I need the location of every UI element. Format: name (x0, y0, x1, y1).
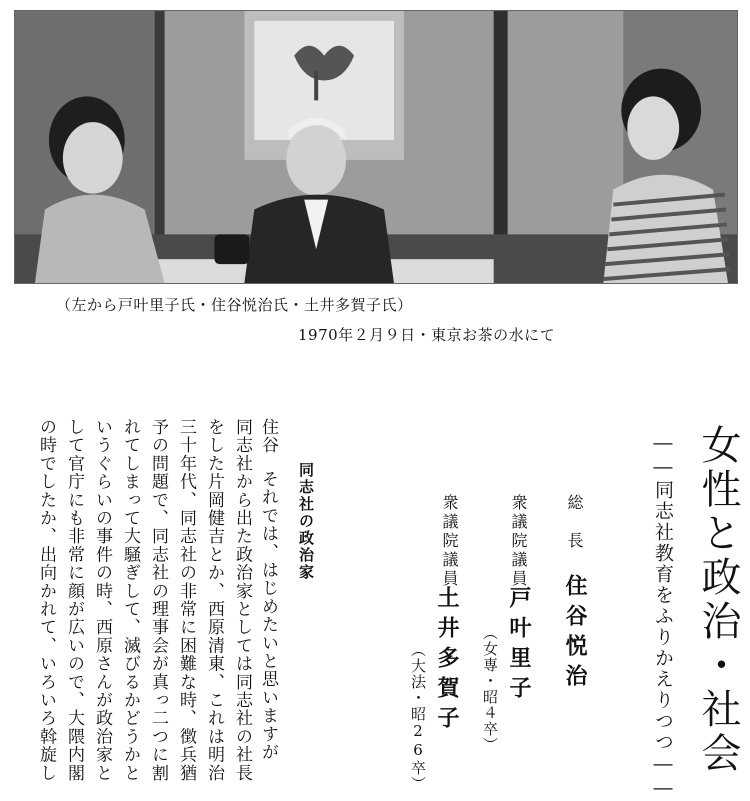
photo-caption-names: （左から戸叶里子氏・住谷悦治氏・土井多賀子氏） (56, 296, 413, 314)
participant-name: 戸叶里子 (506, 586, 532, 706)
participant-affiliation: （大法・昭26卒） (409, 642, 427, 792)
body-line: それでは、はじめたいと思いますが (258, 470, 278, 762)
photo (14, 10, 738, 284)
photo-illustration (15, 11, 737, 283)
body-line: 同志社から出た政治家としては同志社の社長 (232, 418, 252, 782)
section-heading: 同志社の政治家 (297, 462, 315, 581)
article-title: 女性と政治・社会 (695, 424, 741, 776)
participant-role: 総 長 (565, 494, 584, 551)
body-line: 三十年代、同志社の非常に困難な時、徴兵猶 (176, 418, 196, 782)
participant-affiliation: （女専・昭４卒） (481, 625, 499, 753)
speaker-label: 住谷 (258, 418, 278, 455)
participant-role: 衆議院議員 (440, 494, 459, 589)
participant-name: 土井多賀子 (434, 586, 460, 736)
article-subtitle: ――同志社教育をふりかえりつつ―― (652, 432, 674, 801)
body-line: をした片岡健吉とか、西原清東、これは明治 (204, 418, 224, 782)
body-line: いうぐらいの事件の時、西原さんが政治家と (92, 418, 112, 782)
body-line: の時でしたか、出向かれて、いろいろ斡旋し (36, 418, 56, 782)
body-line: 予の問題で、同志社の理事会が真っ二つに割 (148, 418, 168, 782)
participant-name: 住谷悦治 (562, 574, 588, 694)
body-line: れてしまって大騒ぎして、滅びるかどうかと (120, 418, 140, 782)
photo-caption-date: 1970年２月９日・東京お茶の水にて (298, 326, 556, 344)
participant-role: 衆議院議員 (509, 494, 528, 589)
body-line: して官庁にも非常に顔が広いので、大隈内閣 (64, 418, 84, 782)
